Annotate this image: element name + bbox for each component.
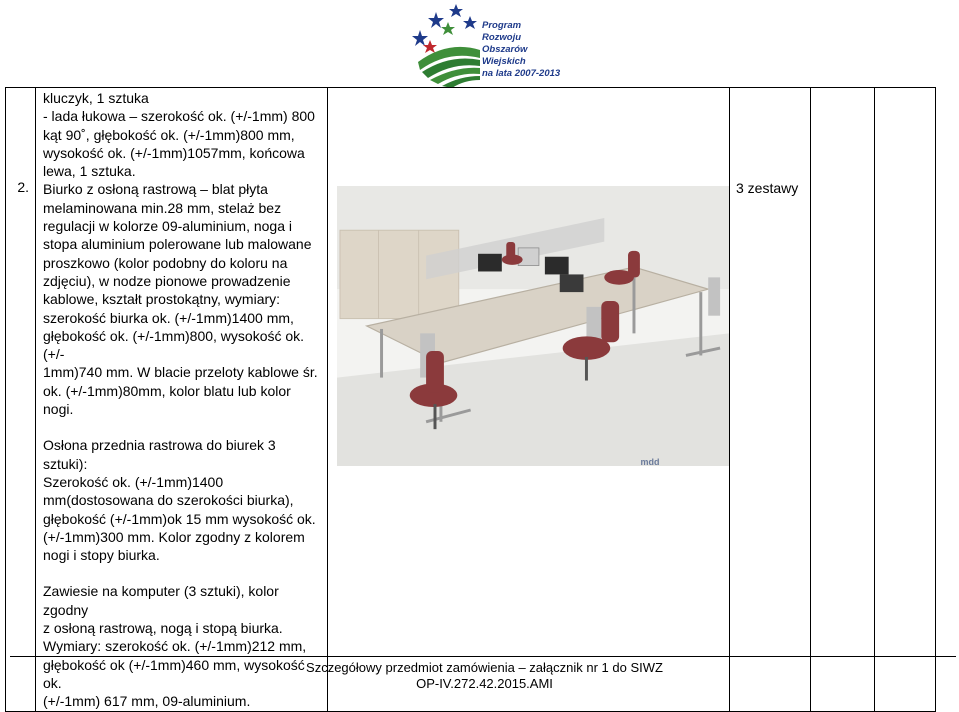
empty-cell [875, 88, 936, 712]
logo-line: Obszarów [482, 44, 528, 55]
logo-line: Rozwoju [482, 32, 522, 43]
screen-line: Osłona przednia rastrowa do biurek 3 sztuki): [43, 437, 276, 472]
hanger-line: Wymiary: szerokość ok. (+/-1mm)212 mm, [43, 638, 307, 655]
logo-line: Wiejskich [482, 56, 526, 67]
photo-watermark: mdd [640, 456, 660, 467]
screen-line: mm(dostosowana do szerokości biurka), [43, 492, 294, 509]
quantity-cell [730, 88, 811, 712]
hanger-line: (+/-1mm) 617 mm, 09-aluminium. [43, 693, 251, 710]
desc-line: głębokość ok. (+/-1mm)800, wysokość ok. (+/- [43, 327, 305, 363]
row-number-cell [6, 88, 36, 712]
desc-line: lewa, 1 sztuka. [43, 163, 136, 180]
desc-line: 1mm)740 mm. W blacie przeloty kablowe śr. [43, 364, 318, 381]
table-row [6, 88, 936, 712]
screen-line: (+/-1mm)300 mm. Kolor zgodny z kolorem [43, 528, 305, 545]
desk-set-photo [337, 186, 729, 466]
image-cell [328, 88, 730, 712]
logo-line: na lata 2007-2013 [482, 68, 561, 79]
desc-line: melaminowana min.28 mm, stelaż bez [43, 199, 282, 216]
desc-line: kąt 90˚, głębokość ok. (+/-1mm)800 mm, [43, 126, 295, 143]
order-table [5, 87, 936, 712]
logo-fields [418, 47, 480, 88]
desc-line: Biurko z osłoną rastrową – blat płyta [43, 181, 268, 198]
footer-divider [10, 656, 956, 657]
quantity: 3 zestawy [736, 180, 799, 196]
desc-line: nogi. [43, 401, 74, 418]
desc-line: zdjęciu), w nodze pionowe prowadzenie [43, 272, 291, 289]
hanger-line: głębokość ok (+/-1mm)460 mm, wysokość ok. [43, 656, 305, 691]
desc-line: - lada łukowa – szerokość ok. (+/-1mm) 800 [43, 108, 315, 125]
footer-title: Szczegółowy przedmiot zamówienia – załącznik nr 1 do SIWZ [306, 660, 663, 675]
hanger-line: z osłoną rastrową, nogą i stopą biurka. [43, 620, 283, 637]
desc-line: wysokość ok. (+/-1mm)1057mm, końcowa [43, 144, 305, 161]
screen-line: nogi i stopy biurka. [43, 547, 160, 564]
desc-line: proszkowo (kolor podobny do koloru na [43, 254, 288, 271]
logo-text [482, 20, 572, 80]
desc-line: ok. (+/-1mm)80mm, kolor blatu lub kolor [43, 382, 291, 399]
desc-line: kablowe, kształt prostokątny, wymiary: [43, 291, 281, 308]
screen-line: Szerokość ok. (+/-1mm)1400 [43, 473, 224, 490]
hanger-line: Zawiesie na komputer (3 sztuki), kolor zgodny [43, 583, 279, 618]
desc-line: stopa aluminium polerowane lub malowane [43, 236, 312, 253]
empty-cell [811, 88, 875, 712]
screen-line: głębokość (+/-1mm)ok 15 mm wysokość ok. [43, 510, 316, 527]
description [36, 88, 327, 711]
row-number: 2. [17, 179, 29, 195]
description-cell [36, 88, 328, 712]
desc-line: szerokość biurka ok. (+/-1mm)1400 mm, [43, 309, 294, 326]
logo-line: Program [482, 20, 522, 31]
logo-stars [412, 4, 477, 53]
desc-line: kluczyk, 1 sztuka [43, 90, 149, 106]
footer-reference: OP-IV.272.42.2015.AMI [416, 676, 553, 691]
desc-line: regulacji w kolorze 09-aluminium, noga i [43, 218, 293, 235]
